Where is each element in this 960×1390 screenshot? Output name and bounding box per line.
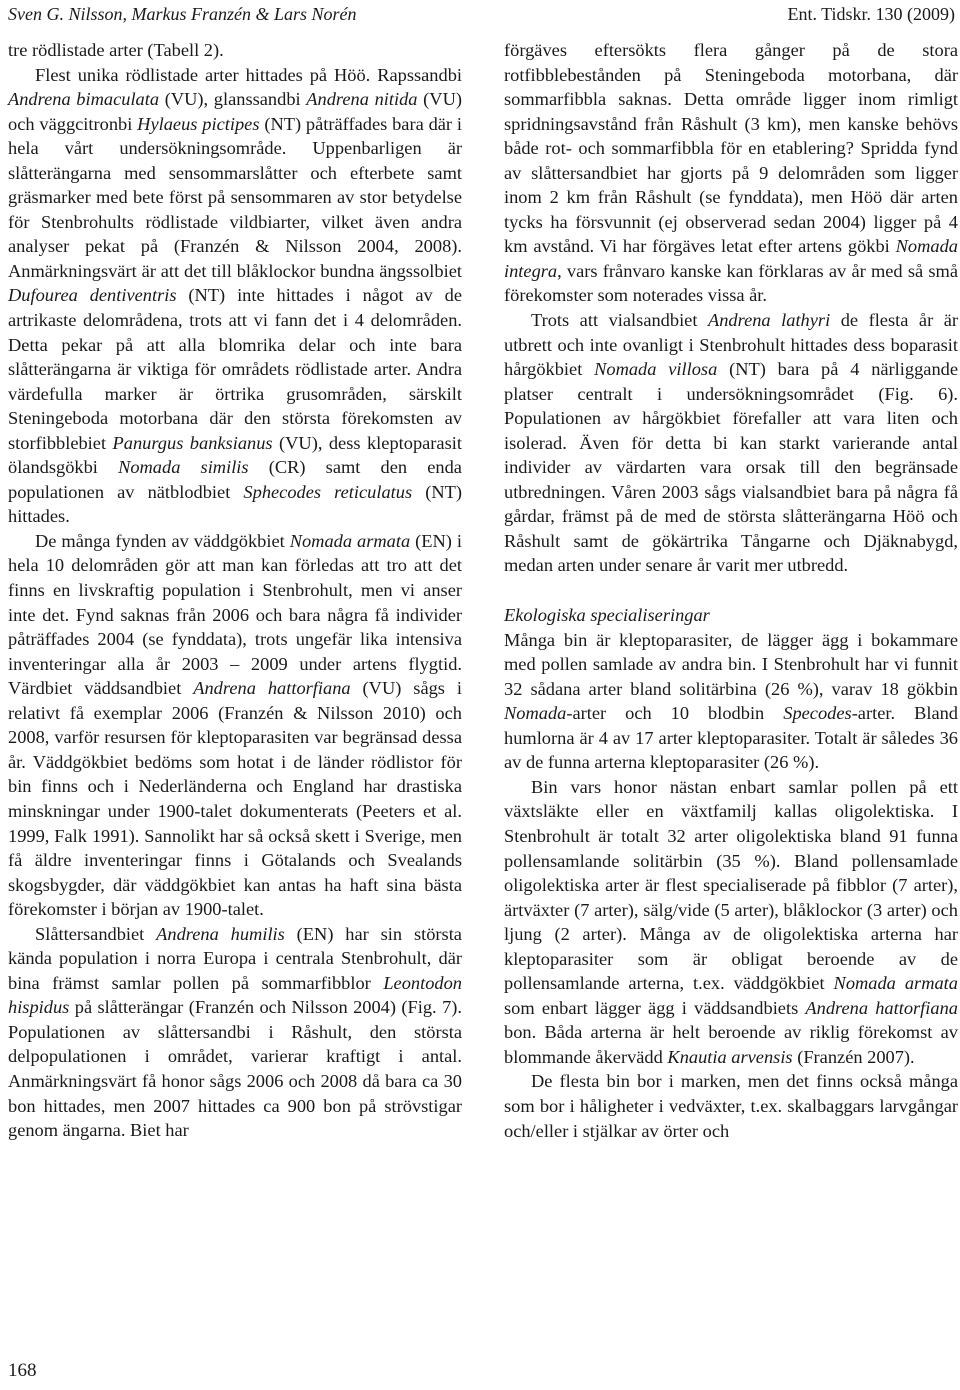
running-header-journal: Ent. Tidskr. 130 (2009) [787,4,955,24]
paragraph: tre rödlistade arter (Tabell 2). [8,40,224,60]
paragraph: De flesta bin bor i marken, men det finns också många som bor i håligheter i vedväxter, t.ex. skalbaggars larvgångar och/eller i stjälkar av örter och [504,1071,958,1141]
paragraph: Många bin är kleptoparasiter, de lägger ägg i bokammare med pollen samlade av andra bin. I Stenbrohult har vi funnit 32 sådana arter bland solitärbina (26 %), varav 18 gökbin Nomada-arter och 10 blodbin Specodes-arter. Bland humlorna är 4 av 17 arter kleptoparasiter. Totalt är således 36 av de funna arterna kleptoparasiter (26 %). [504,629,958,773]
paragraph: De många fynden av väddgökbiet Nomada armata (EN) i hela 10 delområden gör att man kan förledas att tro att det finns en livskraftig population i Stenbrohult, men vi anser inte det. Fynd saknas från 2006 och bara några få individer påträffades 2004 (se fynddata), trots ungefär lika intensiva inventeringar alla år 2003 – 2009 under artens flygtid. Värdbiet väddsandbiet Andrena hattorfiana (VU) sågs i relativt få exemplar 2006 (Franzén & Nilsson 2010) och 2008, varför resursen för kleptoparasiten var begränsad dessa år. Väddgökbiet bedöms som hotat i de länder rödlistor för bin finns och i Nederländerna och England har drastiska minskningar under 1900-talet dokumenterats (Peeters et al. 1999, Falk 1991). Sannolikt har så också skett i Sverige, men få äldre inventeringar finns i Götalands och Svealands skogsbygder, där väddgökbiet kan antas ha haft sina bästa förekomster i början av 1900-talet. [8,530,463,920]
paragraph: Slåttersandbiet Andrena humilis (EN) har sin största kända population i norra Europa i centrala Stenbrohult, där bina främst samlar pollen på sommarfibblor Leontodon hispidus på slåtterängar (Franzén och Nilsson 2004) (Fig. 7). Populationen av slåttersandbi i Råshult, den största delpopulationen i området, varierar kraftigt i antal. Anmärkningsvärt få honor sågs 2006 och 2008 då bara ca 30 bon hittades, men 2007 hittades ca 900 bon på strövstigar genom ängarna. Biet har [8,923,462,1141]
section-heading: Ekologiska specialiseringar [504,605,710,626]
page-number: 168 [8,1360,37,1381]
paragraph: Flest unika rödlistade arter hittades på Höö. Rapssandbi Andrena bimaculata (VU), glanssandbi Andrena nitida (VU) och väggcitronbi Hylaeus pictipes (NT) påträffades bara där i hela vårt undersökningsområde. Uppenbarligen är slåtterängarna med sensommarslåtter och efterbete samt gräsmarker med bete först på sensommaren av stor betydelse för Stenbrohults rödlistade vildbiarter, vilket även andra analyser pekat på (Franzén & Nilsson 2004, 2008). Anmärkningsvärt är att det till blåklockor bundna ängssolbiet Dufourea dentiventris (NT) inte hittades i något av de artrikaste delområdena, trots att vi fann det i 4 delområden. Detta pekar på att alla blomrika delar och inte bara slåtterängarna är viktiga för områdets rödlistade arter. Andra värdefulla marker är örtrika grusområden, särskilt Steningeboda motorbana där den största förekomsten av storfibblebiet Panurgus banksianus (VU), dess kleptoparasit ölandsgökbi Nomada similis (CR) samt den enda populationen av nätblodbiet Sphecodes reticulatus (NT) hittades. [8,64,463,527]
right-column [504,38,958,1143]
paragraph: Bin vars honor nästan enbart samlar pollen på ett växtsläkte eller en växtfamilj kallas oligolektiska. I Stenbrohult är totalt 32 arter oligolektiska bland 91 funna pollensamlande solitärbin (35 %). Bland pollensamlade oligolektiska arter är flest specialiserade på fibblor (7 arter), ärtväxter (7 arter), sälg/vide (5 arter), blåklockor (3 arter) och ljung (2 arter). Många av de oligolektiska arterna har kleptoparasiter som är obligat beroende av de pollensamlande arterna, t.ex. väddgökbiet Nomada armata som enbart lägger ägg i väddsandbiets Andrena hattorfiana bon. Båda arterna är helt beroende av riklig förekomst av blommande åkervädd Knautia arvensis (Franzén 2007). [504,776,958,1067]
paragraph: Trots att vialsandbiet Andrena lathyri de flesta år är utbrett och inte ovanligt i Stenbrohult hittades dess boparasit hårgökbiet Nomada villosa (NT) bara på 4 närliggande platser centralt i undersökningsområdet (Fig. 6). Populationen av hårgökbiet förefaller att vara liten och isolerad. Även för detta bi kan starkt varierande antal individer av värdarten vara orsak till den begränsade utbredningen. Våren 2003 sågs vialsandbiet bara på några få gårdar, främst på de med de största slåtterängarna Höö och Råshult samt de gökärtrika Tångarne och Djäknabygd, medan arten under senare år varit mer utbredd. [504,310,958,576]
left-column [8,38,462,1143]
paragraph: förgäves eftersökts flera gånger på de stora rotfibblebestånden på Steningeboda motorbana, där sommarfibbla saknas. Detta område ligger inom rimligt spridningsavstånd från Råshult (3 km), men kanske behövs både rot- och sommarfibbla för en etablering? Spridda fynd av slåttersandbiet har gjorts på 9 delområden som ligger inom 2 km från Råshult (se fynddata), men Höö där arten tycks ha försvunnit (ej observerad sedan 2004) ligger på 4 km avstånd. Vi har förgäves letat efter artens gökbi Nomada integra, vars frånvaro kanske kan förklaras av år med så små förekomster som noterades vissa år. [504,40,958,306]
running-header-authors: Sven G. Nilsson, Markus Franzén & Lars Norén [8,4,357,24]
